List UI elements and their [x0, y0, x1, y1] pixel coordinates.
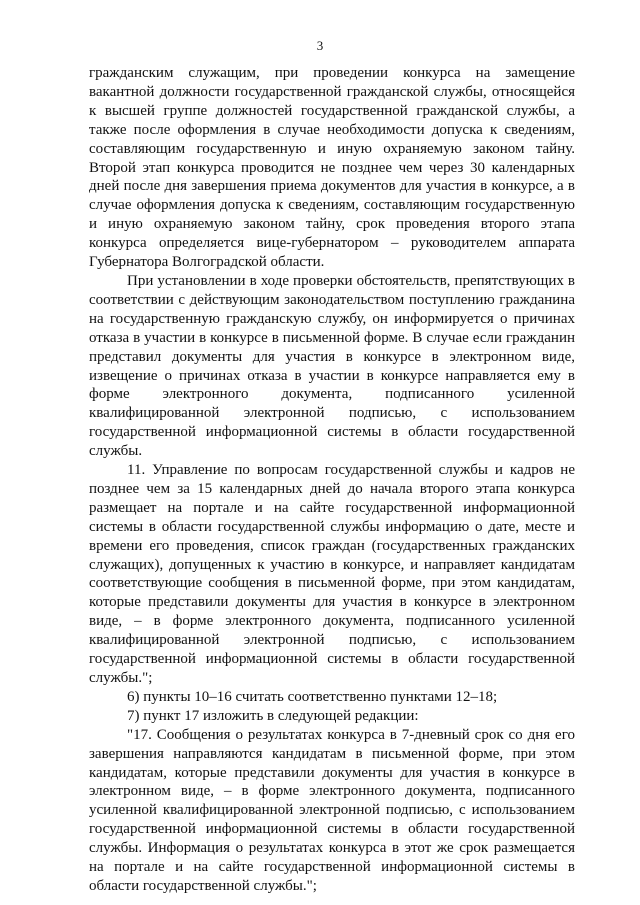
- paragraph-refusal-notice: При установлении в ходе проверки обстоятельств, препятствующих в соответствии с действующим законодательством поступлению гражданина на государственную гражданскую службу, он информируется о причинах отказа в участии в конкурсе в письменной форме. В случае если гражданин представил документы для участия в конкурсе в электронном виде, извещение о причинах отказа в участии в конкурсе направляется ему в форме электронного документа, подписанного усиленной квалифицированной электронной подписью, с использованием государственной информационной системы в области государственной службы.: [89, 272, 575, 460]
- paragraph-item-11: 11. Управление по вопросам государственной службы и кадров не позднее чем за 15 календарных дней до начала второго этапа конкурса размещает на портале и на сайте государственной информационной системы в области государственной службы информацию о дате, месте и времени его проведения, список граждан (государственных гражданских служащих), допущенных к участию в конкурсе, и направляет кандидатам соответствующие сообщения в письменной форме, при этом кандидатам, которые представили документы для участия в конкурсе в электронном виде, – в форме электронного документа, подписанного усиленной квалифицированной электронной подписью, с использованием государственной информационной системы в области государственной службы.";: [89, 462, 575, 686]
- paragraph-subitem-6: 6) пункты 10–16 считать соответственно пунктами 12–18;: [127, 688, 498, 705]
- paragraph-subitem-7: 7) пункт 17 изложить в следующей редакции:: [127, 707, 419, 724]
- paragraph-item-17: "17. Сообщения о результатах конкурса в 7-дневный срок со дня его завершения направляются кандидатам в письменной форме, при этом кандидатам, которые представили документы для участия в конкурсе в электронном виде, – в форме электронного документа, подписанного усиленной квалифицированной электронной подписью, с использованием государственной информационной системы в области государственной службы. Информация о результатах конкурса в этот же срок размещается на портале и на сайте государственной информационной системы в области государственной службы.";: [89, 726, 575, 894]
- page-number: 3: [316, 38, 324, 53]
- paragraph-continuation: гражданским служащим, при проведении конкурса на замещение вакантной должности государственной гражданской службы, относящейся к высшей группе должностей государственной гражданской службы, а также после оформления в случае необходимости допуска к сведениям, составляющим государственную и иную охраняемую законом тайну. Второй этап конкурса проводится не позднее чем через 30 календарных дней после дня завершения приема документов для участия в конкурсе, а в случае оформления допуска к сведениям, составляющим государственную и иную охраняемую законом тайну, срок проведения второго этапа конкурса определяется вице-губернатором – руководителем аппарата Губернатора Волгоградской области.: [89, 65, 575, 271]
- document-body: [89, 64, 575, 896]
